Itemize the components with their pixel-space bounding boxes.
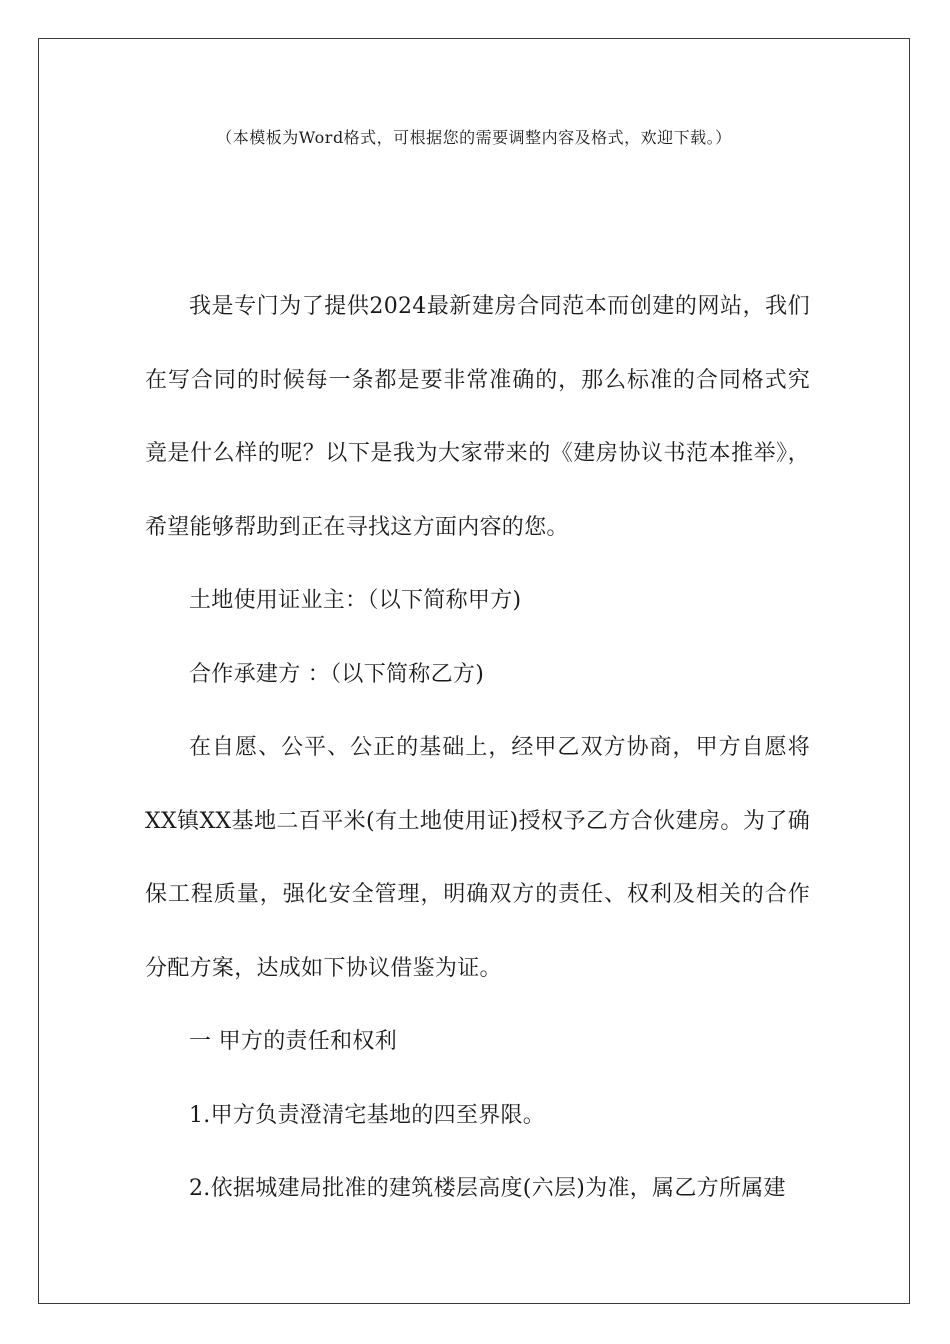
clause-1: 1.甲方负责澄清宅基地的四至界限。: [189, 1102, 546, 1128]
intro-paragraph: 我是专门为了提供2024最新建房合同范本而创建的网站，我们在写合同的时候每一条都是要非常准确的，那么标准的合同格式究竟是什么样的呢？以下是我为大家带来的《建房协议书范本推举》，希望能够帮助到正在寻找这方面内容的您。: [145, 294, 810, 540]
party-a-line: 土地使用证业主：（以下简称甲方): [189, 588, 522, 613]
agreement-paragraph: 在自愿、公平、公正的基础上，经甲乙双方协商，甲方自愿将XX镇XX基地二百平米(有土地使用证)授权予乙方合伙建房。为了确保工程质量，强化安全管理，明确双方的责任、权利及相关的合作分配方案，达成如下协议借鉴为证。: [145, 735, 810, 981]
document-body: [145, 270, 810, 1226]
section-heading: 一 甲方的责任和权利: [189, 1029, 397, 1054]
party-b-line: 合作承建方 ：（以下简称乙方): [189, 661, 485, 687]
clause-2: 2.依据城建局批准的建筑楼层高度(六层)为准，属乙方所属建: [189, 1176, 786, 1201]
template-note: （本模板为Word格式，可根据您的需要调整内容及格式，欢迎下载。）: [216, 128, 732, 147]
